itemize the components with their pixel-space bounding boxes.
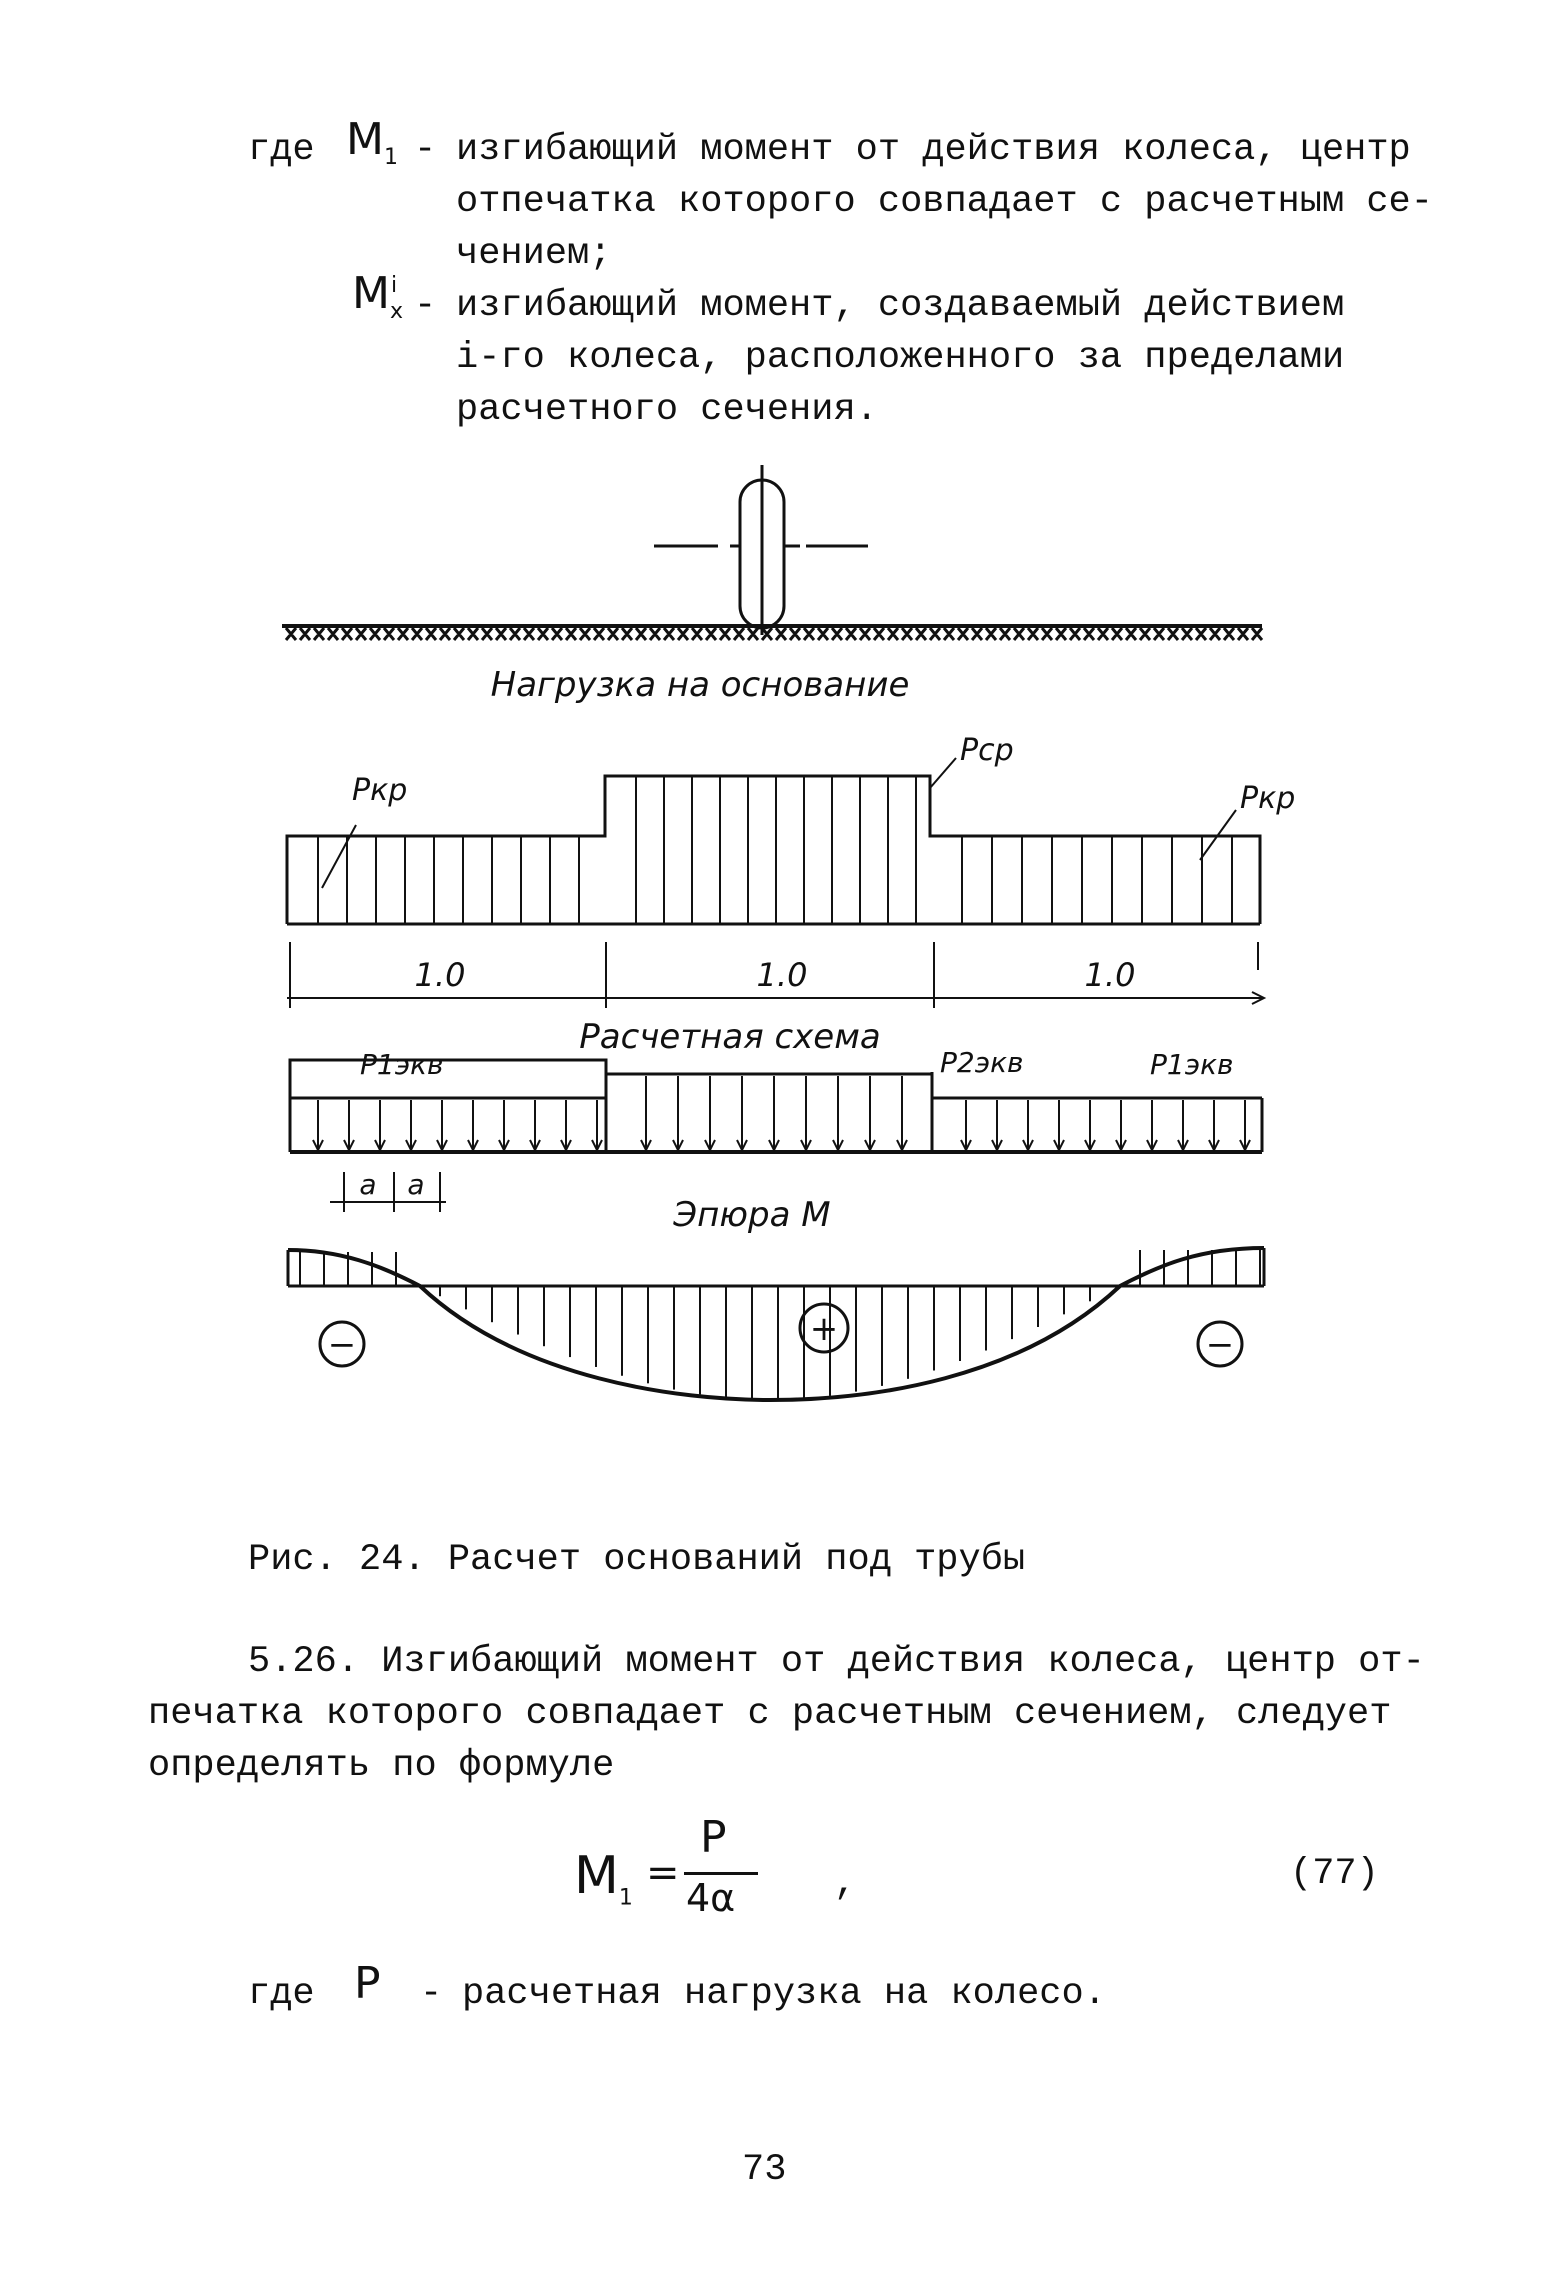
label-p-kp-left: Pкр — [352, 773, 408, 808]
pipe-base-figure — [0, 460, 1566, 1460]
fraction-bar — [684, 1872, 758, 1875]
formula-comma: , — [834, 1863, 857, 1905]
dim-label-2: 1.0 — [756, 956, 808, 994]
definition-p-text: расчетная нагрузка на колесо. — [462, 1973, 1106, 2015]
def1-line-2: отпечатка которого совпадает с расчетным се- — [456, 181, 1433, 223]
symbol-p: P — [354, 1958, 381, 2009]
label-p2-mid: P2экв — [940, 1046, 1024, 1079]
paragraph-line-3: определять по формуле — [148, 1745, 615, 1787]
formula-denominator: 4α — [686, 1876, 736, 1920]
figure-caption: Рис. 24. Расчет оснований под трубы — [248, 1539, 1026, 1581]
def1-line-3: чением; — [456, 233, 612, 275]
label-p-cp: Pср — [960, 733, 1014, 768]
def1-line-1: изгибающий момент от действия колеса, центр — [456, 129, 1411, 171]
calculation-scheme — [290, 1060, 1262, 1212]
where-label: где — [248, 129, 315, 171]
symbol-mxi: $M_x^i$ — [352, 268, 403, 324]
formula-numerator: P — [700, 1812, 727, 1863]
where-label: где — [248, 1973, 315, 2015]
ground-hatching — [282, 626, 1262, 640]
dash: - — [414, 285, 437, 327]
label-moment: Эпюра M — [673, 1195, 831, 1235]
paragraph-line-1: 5.26. Изгибающий момент от действия колеса, центр от- — [248, 1641, 1425, 1683]
formula-lhs: $M_1$ — [574, 1846, 633, 1911]
spacing-a-2: a — [407, 1168, 425, 1201]
label-scheme: Расчетная схема — [579, 1017, 881, 1057]
label-load: Нагрузка на основание — [490, 665, 910, 705]
symbol-m1: $M_1$ — [346, 114, 398, 170]
def2-line-3: расчетного сечения. — [456, 389, 878, 431]
dim-label-1: 1.0 — [414, 956, 466, 994]
spacing-a-1: a — [359, 1168, 377, 1201]
sign-plus-center: + — [809, 1309, 839, 1349]
label-p-kp-right: Pкр — [1240, 781, 1296, 816]
label-p1-right: P1экв — [1150, 1048, 1234, 1081]
label-p1-left: P1экв — [360, 1048, 444, 1081]
wheel-icon — [654, 465, 868, 635]
dash: - — [420, 1973, 443, 2015]
load-diagram — [287, 758, 1260, 924]
paragraph-line-2: печатка которого совпадает с расчетным сечением, следует — [148, 1693, 1392, 1735]
moment-diagram — [288, 1248, 1264, 1400]
dim-label-3: 1.0 — [1084, 956, 1136, 994]
def2-line-1: изгибающий момент, создаваемый действием — [456, 285, 1345, 327]
sign-minus-left: − — [327, 1325, 357, 1365]
def2-line-2: i-го колеса, расположенного за пределами — [456, 337, 1345, 379]
sign-minus-right: − — [1205, 1325, 1235, 1365]
formula-number: (77) — [1290, 1853, 1379, 1895]
formula-equals: = — [646, 1850, 680, 1896]
dash: - — [414, 129, 437, 171]
page-number: 73 — [742, 2149, 787, 2191]
